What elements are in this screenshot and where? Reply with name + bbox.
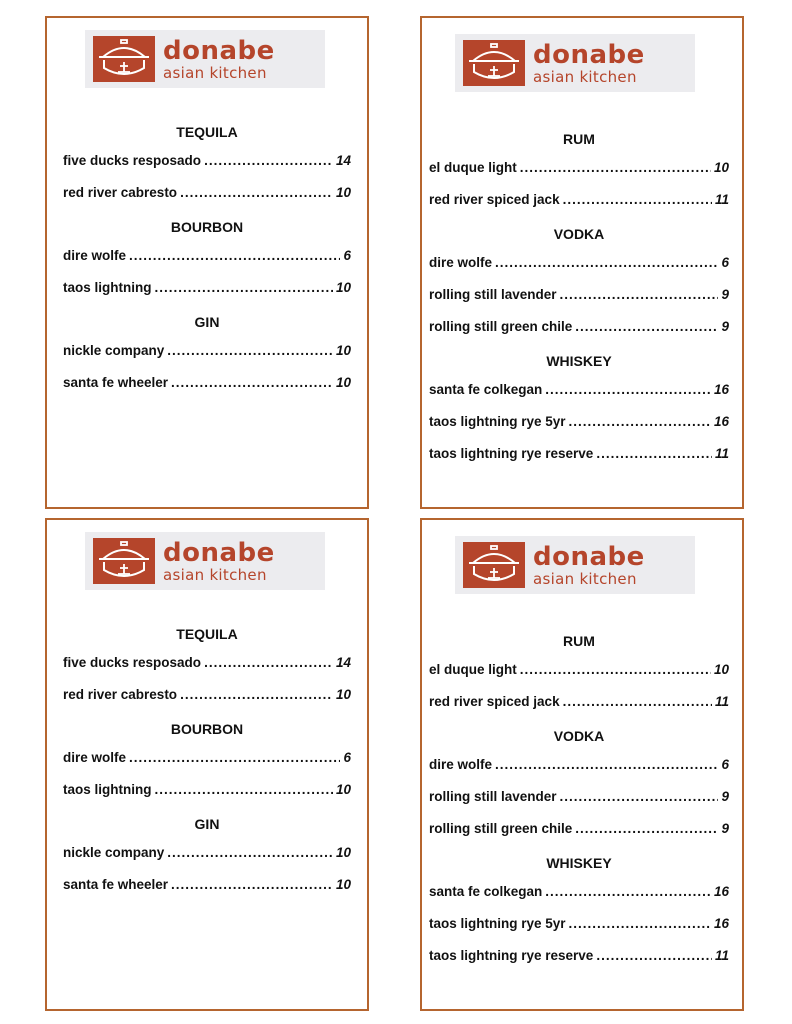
dot-leader — [129, 248, 340, 263]
menu-item — [63, 687, 351, 719]
section-title: BOURBON — [170, 219, 244, 235]
brand-logo — [455, 34, 695, 92]
donabe-pot-icon — [93, 538, 155, 584]
donabe-pot-icon — [93, 36, 155, 82]
menu-item-price: 10 — [335, 375, 351, 390]
menu-item — [429, 916, 729, 948]
section-title: WHISKEY — [546, 855, 612, 871]
menu-item-name: five ducks resposado — [63, 655, 202, 670]
menu-item-price: 9 — [721, 789, 729, 804]
menu-item-name: el duque light — [429, 160, 517, 175]
menu-item-name: taos lightning rye 5yr — [429, 916, 566, 931]
menu-item-name: rolling still lavender — [429, 287, 557, 302]
menu-item-price: 16 — [713, 884, 729, 899]
menu-item-price: 16 — [713, 382, 729, 397]
dot-leader — [204, 153, 333, 168]
menu-item — [429, 884, 729, 916]
menu-item — [63, 655, 351, 687]
menu-item-price: 14 — [335, 655, 351, 670]
dot-leader — [171, 375, 333, 390]
menu-item-name: taos lightning — [63, 782, 152, 797]
menu-item — [429, 382, 729, 414]
dot-leader — [569, 916, 711, 931]
dot-leader — [167, 343, 333, 358]
brand-wordmark — [163, 537, 275, 584]
menu-item — [429, 446, 729, 478]
section-title: RUM — [563, 131, 595, 147]
menu-item-name: nickle company — [63, 845, 165, 860]
menu-item-price: 14 — [335, 153, 351, 168]
menu-item-price: 6 — [343, 750, 351, 765]
menu-item — [429, 757, 729, 789]
menu-item-name: taos lightning rye 5yr — [429, 414, 566, 429]
menu-card-spirits-b — [420, 518, 744, 1011]
menu-item-price: 16 — [713, 414, 729, 429]
dot-leader — [563, 192, 712, 207]
menu-item — [63, 185, 351, 217]
menu-item — [63, 153, 351, 185]
menu-item — [63, 280, 351, 312]
menu-item-name: rolling still green chile — [429, 821, 573, 836]
section-title: VODKA — [553, 728, 605, 744]
menu-item — [429, 319, 729, 351]
menu-item-name: taos lightning rye reserve — [429, 948, 594, 963]
menu-item-name: santa fe colkegan — [429, 884, 543, 899]
section-title: TEQUILA — [176, 626, 238, 642]
dot-leader — [495, 255, 718, 270]
brand-name: donabe — [163, 35, 275, 66]
menu-item-name: nickle company — [63, 343, 165, 358]
drink-menu — [63, 122, 351, 407]
section-title: TEQUILA — [176, 124, 238, 140]
dot-leader — [204, 655, 333, 670]
menu-item-name: taos lightning rye reserve — [429, 446, 594, 461]
menu-item-name: red river spiced jack — [429, 192, 560, 207]
drink-menu — [429, 129, 729, 478]
dot-leader — [520, 662, 711, 677]
dot-leader — [560, 789, 719, 804]
section-title: RUM — [563, 633, 595, 649]
dot-leader — [180, 687, 333, 702]
menu-item-price: 11 — [714, 694, 729, 709]
menu-item — [63, 782, 351, 814]
menu-item-price: 16 — [713, 916, 729, 931]
brand-name: donabe — [533, 39, 645, 70]
dot-leader — [596, 446, 712, 461]
section-title: GIN — [194, 314, 220, 330]
dot-leader — [545, 884, 711, 899]
donabe-pot-icon — [463, 542, 525, 588]
brand-logo — [85, 30, 325, 88]
brand-wordmark — [163, 35, 275, 82]
dot-leader — [545, 382, 711, 397]
dot-leader — [569, 414, 711, 429]
menu-item-name: rolling still lavender — [429, 789, 557, 804]
menu-item-price: 10 — [713, 160, 729, 175]
menu-item-price: 10 — [335, 280, 351, 295]
section-title: GIN — [194, 816, 220, 832]
menu-item — [429, 414, 729, 446]
dot-leader — [560, 287, 719, 302]
menu-card-spirits-a — [45, 16, 369, 509]
menu-item-price: 10 — [335, 877, 351, 892]
menu-item-price: 11 — [714, 446, 729, 461]
menu-item-price: 11 — [714, 948, 729, 963]
menu-item-name: dire wolfe — [429, 255, 493, 270]
menu-item-name: dire wolfe — [63, 750, 127, 765]
menu-item-name: rolling still green chile — [429, 319, 573, 334]
menu-item-name: red river cabresto — [63, 687, 178, 702]
menu-item — [429, 160, 729, 192]
dot-leader — [596, 948, 712, 963]
menu-card-spirits-b — [420, 16, 744, 509]
dot-leader — [495, 757, 718, 772]
menu-item-name: five ducks resposado — [63, 153, 202, 168]
brand-tagline: asian kitchen — [163, 63, 267, 82]
menu-item-price: 10 — [335, 343, 351, 358]
brand-wordmark — [533, 541, 645, 588]
brand-logo — [85, 532, 325, 590]
menu-item-price: 11 — [714, 192, 729, 207]
brand-tagline: asian kitchen — [533, 569, 637, 588]
menu-item-name: el duque light — [429, 662, 517, 677]
menu-item-price: 10 — [335, 845, 351, 860]
menu-item-price: 10 — [335, 185, 351, 200]
menu-item — [63, 750, 351, 782]
donabe-pot-icon — [463, 40, 525, 86]
section-title: VODKA — [553, 226, 605, 242]
menu-item-price: 10 — [335, 687, 351, 702]
menu-item-price: 6 — [721, 757, 729, 772]
menu-item-price: 10 — [335, 782, 351, 797]
menu-item — [63, 845, 351, 877]
dot-leader — [563, 694, 712, 709]
brand-name: donabe — [533, 541, 645, 572]
menu-item-name: dire wolfe — [429, 757, 493, 772]
menu-item-price: 6 — [343, 248, 351, 263]
dot-leader — [155, 280, 333, 295]
dot-leader — [575, 319, 718, 334]
menu-item — [429, 948, 729, 980]
section-title: WHISKEY — [546, 353, 612, 369]
brand-tagline: asian kitchen — [163, 565, 267, 584]
menu-item — [63, 375, 351, 407]
menu-item-name: taos lightning — [63, 280, 152, 295]
brand-tagline: asian kitchen — [533, 67, 637, 86]
menu-item-price: 9 — [721, 319, 729, 334]
dot-leader — [575, 821, 718, 836]
brand-wordmark — [533, 39, 645, 86]
menu-item — [63, 248, 351, 280]
brand-logo — [455, 536, 695, 594]
menu-item-name: santa fe wheeler — [63, 375, 169, 390]
brand-name: donabe — [163, 537, 275, 568]
menu-item — [429, 821, 729, 853]
menu-item-price: 9 — [721, 287, 729, 302]
menu-item-price: 6 — [721, 255, 729, 270]
menu-item-name: red river spiced jack — [429, 694, 560, 709]
menu-item-name: dire wolfe — [63, 248, 127, 263]
menu-item — [429, 287, 729, 319]
menu-item-price: 10 — [713, 662, 729, 677]
menu-item — [429, 255, 729, 287]
menu-item — [63, 877, 351, 909]
menu-item — [429, 662, 729, 694]
menu-item — [429, 789, 729, 821]
dot-leader — [180, 185, 333, 200]
menu-item — [429, 192, 729, 224]
menu-item-name: santa fe wheeler — [63, 877, 169, 892]
menu-item-price: 9 — [721, 821, 729, 836]
drink-menu — [429, 631, 729, 980]
menu-item-name: santa fe colkegan — [429, 382, 543, 397]
section-title: BOURBON — [170, 721, 244, 737]
menu-card-spirits-a — [45, 518, 369, 1011]
dot-leader — [171, 877, 333, 892]
drink-menu — [63, 624, 351, 909]
dot-leader — [520, 160, 711, 175]
menu-item — [429, 694, 729, 726]
dot-leader — [167, 845, 333, 860]
menu-item — [63, 343, 351, 375]
dot-leader — [129, 750, 340, 765]
dot-leader — [155, 782, 333, 797]
menu-item-name: red river cabresto — [63, 185, 178, 200]
